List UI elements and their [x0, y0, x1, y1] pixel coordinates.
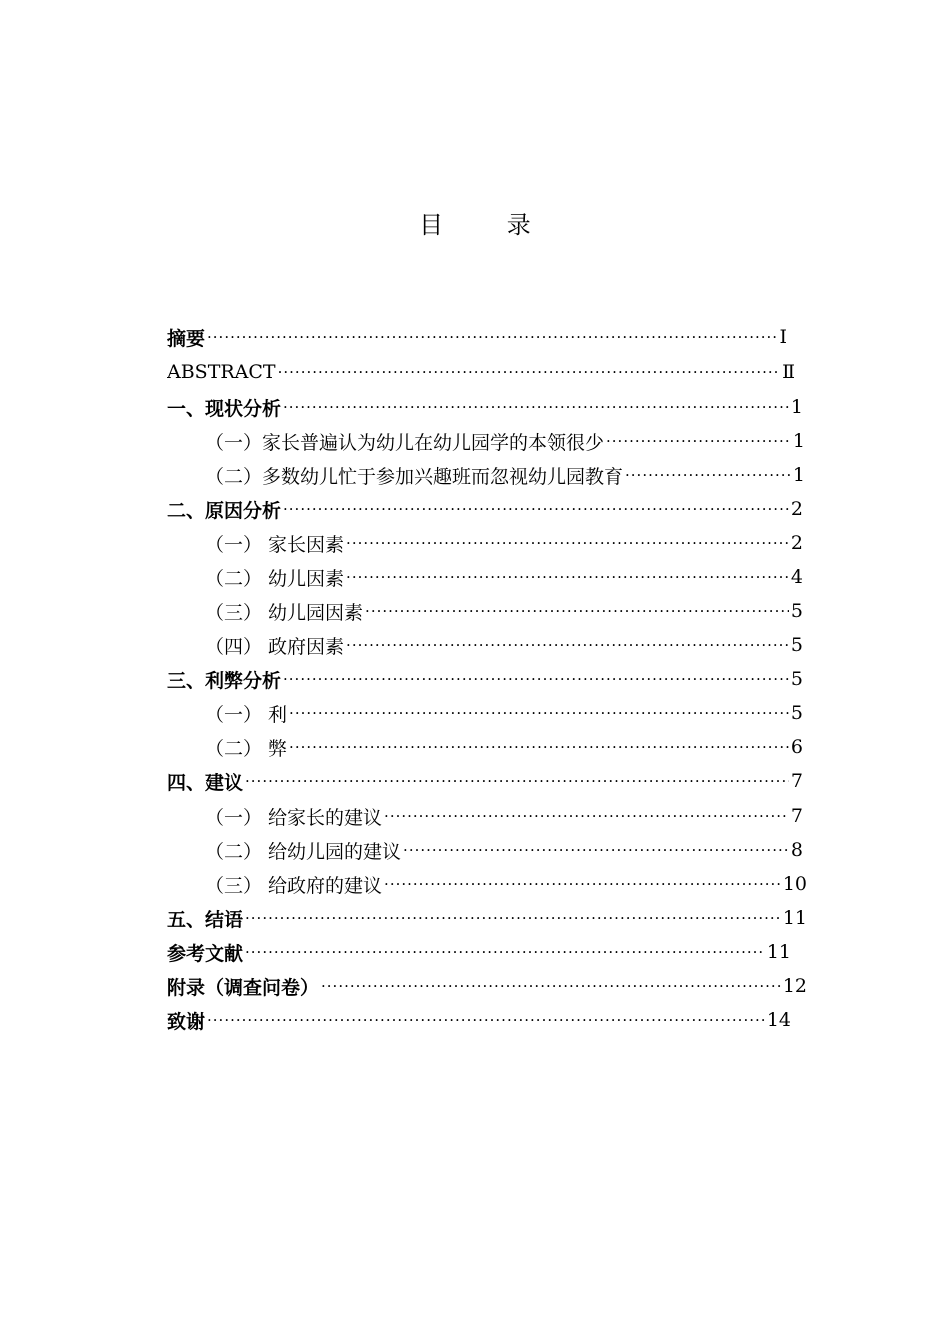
toc-entry-page: 7: [790, 805, 803, 827]
toc-entry-label: 摘要: [167, 327, 206, 350]
toc-entry-label: 附录（调查问卷）: [167, 976, 320, 999]
toc-leader-dots: [346, 534, 789, 552]
toc-entry-page: 8: [790, 839, 803, 861]
toc-leader-dots: [245, 943, 765, 961]
toc-entry-section-1[interactable]: [167, 390, 803, 424]
toc-entry-label: 参考文献: [167, 942, 244, 965]
toc-entry-section-2-2[interactable]: [205, 560, 803, 594]
toc-leader-dots: [321, 977, 781, 995]
toc-leader-dots: [207, 328, 777, 346]
toc-entry-label: （一） 利: [205, 703, 288, 726]
toc-entry-page: 7: [790, 770, 803, 792]
toc-entry-label: 致谢: [167, 1010, 206, 1033]
toc-entry-page: 6: [790, 736, 803, 758]
toc-entry-section-4-2[interactable]: [205, 833, 803, 867]
toc-leader-dots: [207, 1011, 765, 1029]
toc-entry-section-4[interactable]: [167, 764, 803, 798]
toc-leader-dots: [289, 704, 789, 722]
toc-leader-dots: [625, 466, 791, 484]
toc-leader-dots: [245, 909, 781, 927]
toc-entry-page: 5: [790, 668, 803, 690]
toc-entry-label: （三） 给政府的建议: [205, 874, 383, 897]
toc-entry-label: （一） 给家长的建议: [205, 806, 383, 829]
toc-leader-dots: [606, 432, 791, 450]
toc-entry-abstract-en[interactable]: [167, 355, 795, 389]
toc-leader-dots: [346, 636, 789, 654]
toc-entry-page: 5: [790, 600, 803, 622]
toc-entry-references[interactable]: [167, 935, 791, 969]
toc-leader-dots: [403, 841, 789, 859]
toc-entry-label: 五、结语: [167, 908, 244, 931]
toc-leader-dots: [289, 738, 789, 756]
toc-entry-section-2[interactable]: [167, 492, 803, 526]
toc-entry-page: 11: [766, 941, 791, 963]
toc-leader-dots: [283, 670, 789, 688]
toc-entry-section-2-4[interactable]: [205, 628, 803, 662]
toc-entry-label: （一）家长普遍认为幼儿在幼儿园学的本领很少: [205, 431, 605, 454]
toc-entry-page: 4: [790, 566, 803, 588]
toc-entry-page: 10: [782, 873, 807, 895]
toc-entry-label: 三、利弊分析: [167, 669, 282, 692]
toc-leader-dots: [384, 807, 789, 825]
toc-entry-label: 四、建议: [167, 771, 244, 794]
toc-entry-page: Ⅱ: [782, 361, 795, 383]
toc-entry-page: 2: [790, 498, 803, 520]
toc-leader-dots: [346, 568, 789, 586]
toc-entry-page: 2: [790, 532, 803, 554]
toc-entry-section-3-1[interactable]: [205, 696, 803, 730]
toc-leader-dots: [245, 772, 789, 790]
toc-title: 目 录: [419, 211, 559, 239]
toc-entry-label: （四） 政府因素: [205, 635, 345, 658]
toc-entry-section-3[interactable]: [167, 662, 803, 696]
toc-entry-section-2-1[interactable]: [205, 526, 803, 560]
toc-entry-section-5[interactable]: [167, 901, 807, 935]
toc-entry-appendix[interactable]: [167, 969, 807, 1003]
toc-entry-section-4-3[interactable]: [205, 867, 807, 901]
toc-entry-label: 一、现状分析: [167, 397, 282, 420]
toc-entry-section-2-3[interactable]: [205, 594, 803, 628]
toc-entry-abstract-cn[interactable]: [167, 320, 787, 354]
toc-entry-label: （三） 幼儿园因素: [205, 601, 364, 624]
toc-leader-dots: [283, 500, 789, 518]
toc-entry-label: （一） 家长因素: [205, 533, 345, 556]
toc-entry-page: 12: [782, 975, 807, 997]
toc-entry-page: 11: [782, 907, 807, 929]
toc-entry-page: 14: [766, 1009, 791, 1031]
toc-entry-section-1-1[interactable]: [205, 424, 805, 458]
toc-leader-dots: [384, 875, 781, 893]
toc-entry-page: 5: [790, 702, 803, 724]
toc-entry-page: 5: [790, 634, 803, 656]
toc-entry-page: 1: [790, 396, 803, 418]
toc-entry-page: 1: [792, 464, 805, 486]
toc-entry-label: （二） 弊: [205, 737, 288, 760]
toc-entry-label: 二、原因分析: [167, 499, 282, 522]
toc-entry-page: Ⅰ: [779, 326, 787, 348]
toc-entry-label: （二）多数幼儿忙于参加兴趣班而忽视幼儿园教育: [205, 465, 624, 488]
toc-entry-section-4-1[interactable]: [205, 799, 803, 833]
toc-entry-page: 1: [792, 430, 805, 452]
toc-leader-dots: [283, 398, 789, 416]
toc-entry-section-1-2[interactable]: [205, 458, 805, 492]
toc-entry-label: ABSTRACT: [167, 361, 276, 383]
toc-entry-acknowledgements[interactable]: [167, 1003, 791, 1037]
toc-entry-label: （二） 给幼儿园的建议: [205, 840, 402, 863]
toc-leader-dots: [365, 602, 789, 620]
toc-entry-section-3-2[interactable]: [205, 730, 803, 764]
toc-entry-label: （二） 幼儿因素: [205, 567, 345, 590]
toc-leader-dots: [278, 363, 780, 381]
